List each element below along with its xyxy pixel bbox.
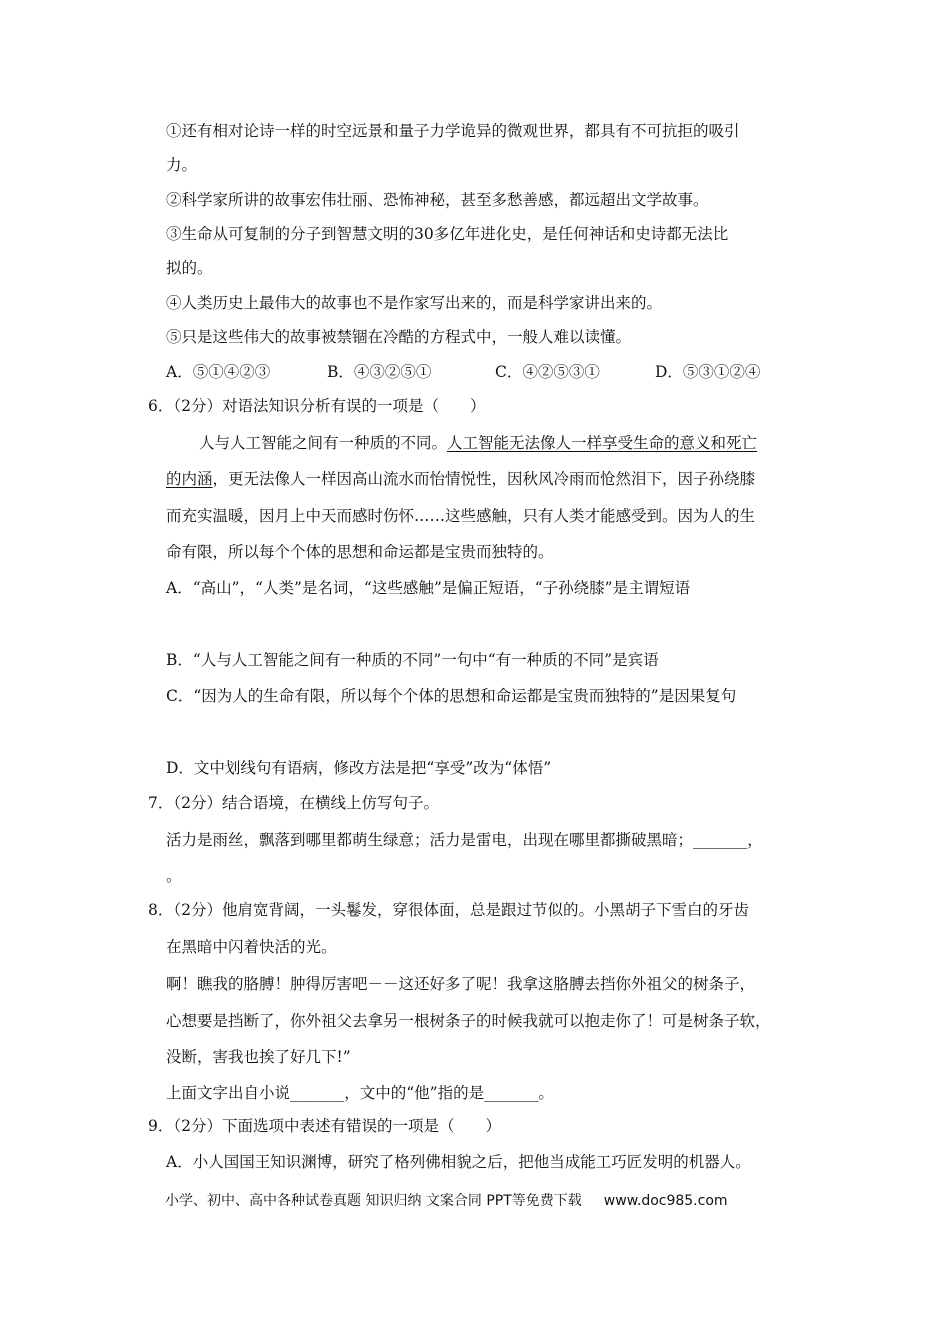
q5-sentence-1-line2: 力。 bbox=[166, 156, 198, 174]
q5-option-b: B．④③②⑤① bbox=[327, 363, 432, 381]
q6-passage-line3: 而充实温暖，因月上中天而感时伤怀……这些感触，只有人类才能感受到。因为人的生 bbox=[166, 507, 756, 525]
q8-question: 上面文字出自小说_______，文中的“他”指的是_______。 bbox=[166, 1084, 554, 1102]
q5-option-a: A．⑤①④②③ bbox=[166, 363, 271, 381]
q5-sentence-3-line2: 拟的。 bbox=[166, 259, 213, 277]
q5-sentence-3-line1: ③生命从可复制的分子到智慧文明的30多亿年进化史，是任何神话和史诗都无法比 bbox=[166, 225, 729, 243]
q5-option-d: D．⑤③①②④ bbox=[655, 363, 761, 381]
q6-option-c: C．“因为人的生命有限，所以每个个体的思想和命运都是宝贵而独特的”是因果复句 bbox=[166, 687, 737, 705]
q6-option-a: A．“高山”，“人类”是名词，“这些感触”是偏正短语，“子孙绕膝”是主谓短语 bbox=[166, 579, 691, 597]
q6-underlined-sentence: 人工智能无法像人一样享受生命的意义和死亡 bbox=[447, 434, 758, 452]
q8-stem: 8．（2分）他肩宽背阔，一头鬈发，穿很体面，总是跟过节似的。小黑胡子下雪白的牙齿 bbox=[148, 901, 749, 919]
q6-passage-text: ，更无法像人一样因高山流水而怡情悦性，因秋风冷雨而怆然泪下，因子孙绕膝 bbox=[212, 470, 756, 488]
q6-underlined-sentence-end: 的内涵 bbox=[166, 470, 213, 488]
q8-passage-line2: 在黑暗中闪着快活的光。 bbox=[166, 938, 337, 956]
footer-url[interactable]: www.doc985.com bbox=[603, 1193, 728, 1209]
q7-prompt-line1: 活力是雨丝，飘落到哪里都萌生绿意；活力是雷电，出现在哪里都撕破黑暗；_______， bbox=[166, 831, 763, 849]
q6-stem: 6．（2分）对语法知识分析有误的一项是（ ） bbox=[148, 397, 486, 415]
q8-passage-line4: 心想要是挡断了，你外祖父去拿另一根树条子的时候我就可以抱走你了！可是树条子软， bbox=[166, 1012, 771, 1030]
footer-text: 小学、初中、高中各种试卷真题 知识归纳 文案合同 PPT等免费下载 bbox=[165, 1193, 582, 1209]
page-footer bbox=[165, 1191, 728, 1211]
q9-stem: 9．（2分）下面选项中表述有错误的一项是（ ） bbox=[148, 1117, 501, 1135]
q6-passage-text: 人与人工智能之间有一种质的不同。 bbox=[199, 434, 448, 452]
q8-passage-line5: 没断，害我也挨了好几下!” bbox=[166, 1048, 351, 1066]
q5-sentence-5: ⑤只是这些伟大的故事被禁锢在冷酷的方程式中，一般人难以读懂。 bbox=[166, 328, 632, 346]
q6-option-d: D．文中划线句有语病，修改方法是把“享受”改为“体悟” bbox=[166, 759, 552, 777]
q7-prompt-line2: 。 bbox=[166, 867, 182, 885]
q6-passage-line2 bbox=[166, 469, 755, 489]
q6-passage-line1 bbox=[199, 433, 757, 453]
q5-sentence-1-line1: ①还有相对论诗一样的时空远景和量子力学诡异的微观世界，都具有不可抗拒的吸引 bbox=[166, 122, 740, 140]
q5-sentence-4: ④人类历史上最伟大的故事也不是作家写出来的，而是科学家讲出来的。 bbox=[166, 294, 663, 312]
q8-passage-line3: 啊！瞧我的胳膊！肿得厉害吧－－这还好多了呢！我拿这胳膊去挡你外祖父的树条子， bbox=[166, 975, 756, 993]
q6-passage-line4: 命有限，所以每个个体的思想和命运都是宝贵而独特的。 bbox=[166, 543, 554, 561]
q5-option-c: C．④②⑤③① bbox=[495, 363, 600, 381]
q9-option-a: A．小人国国王知识渊博，研究了格列佛相貌之后，把他当成能工巧匠发明的机器人。 bbox=[166, 1153, 751, 1171]
q6-option-b: B．“人与人工智能之间有一种质的不同”一句中“有一种质的不同”是宾语 bbox=[166, 651, 659, 669]
q5-sentence-2: ②科学家所讲的故事宏伟壮丽、恐怖神秘，甚至多愁善感，都远超出文学故事。 bbox=[166, 191, 709, 209]
q7-stem: 7．（2分）结合语境，在横线上仿写句子。 bbox=[148, 794, 439, 812]
